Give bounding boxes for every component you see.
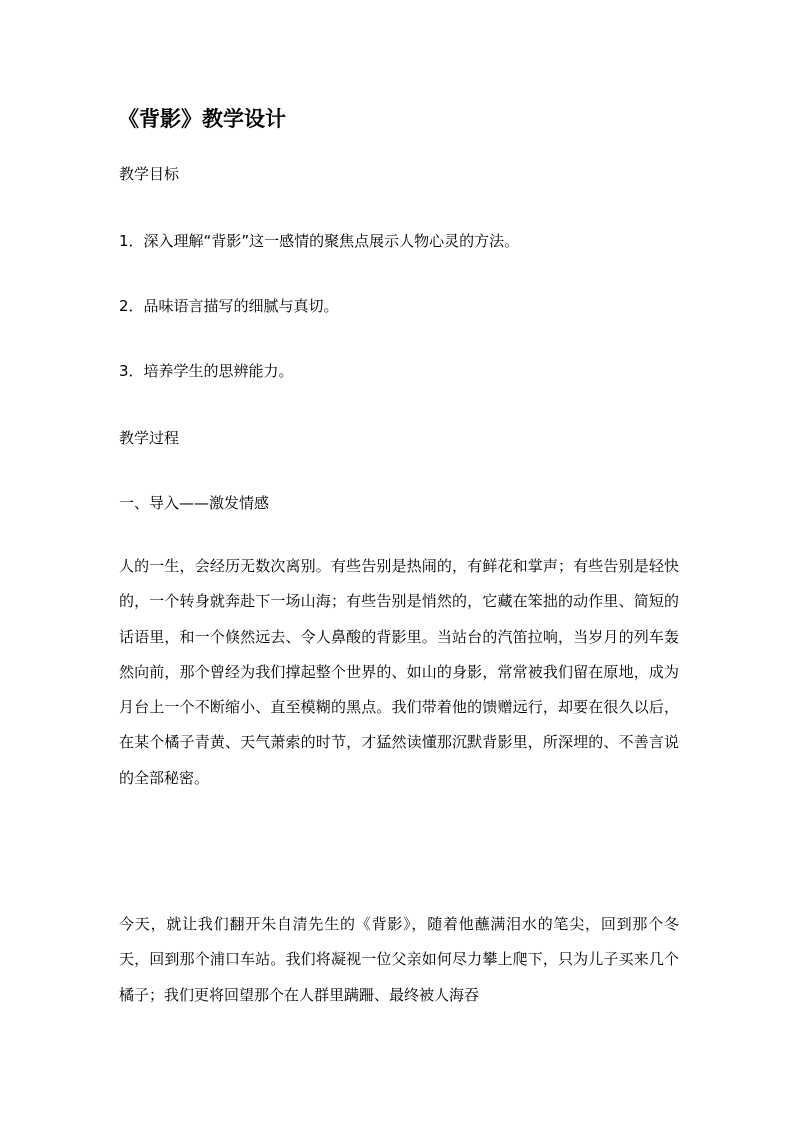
section-heading-goals: 教学目标 bbox=[119, 165, 180, 183]
goal-item-1: 1．深入理解“背影”这一感情的聚焦点展示人物心灵的方法。 bbox=[119, 232, 520, 250]
step-heading-introduction: 一、导入——激发情感 bbox=[119, 494, 270, 512]
section-heading-process: 教学过程 bbox=[119, 429, 180, 447]
body-paragraph-2: 今天，就让我们翻开朱自清先生的《背影》，随着他蘸满泪水的笔尖，回到那个冬天，回到那个浦口车站。我们将凝视一位父亲如何尽力攀上爬下，只为儿子买来几个橘子；我们更将回望那个在人群里蹒跚、最终被人海吞 bbox=[119, 915, 679, 1004]
document-title: 《背影》教学设计 bbox=[118, 107, 286, 131]
goal-item-3: 3．培养学生的思辨能力。 bbox=[119, 362, 294, 380]
body-paragraph-1: 人的一生，会经历无数次离别。有些告别是热闹的，有鲜花和掌声；有些告别是轻快的，一个转身就奔赴下一场山海；有些告别是悄然的，它藏在笨拙的动作里、简短的话语里，和一个倏然远去、令人鼻酸的背影里。当站台的汽笛拉响，当岁月的列车轰然向前，那个曾经为我们撑起整个世界的、如山的身影，常常被我们留在原地，成为月台上一个不断缩小、直至模糊的黑点。我们带着他的馈赠远行，却要在很久以后，在某个橘子青黄、天气萧索的时节，才猛然读懂那沉默背影里，所深埋的、不善言说的全部秘密。 bbox=[119, 557, 679, 787]
goal-item-2: 2．品味语言描写的细腻与真切。 bbox=[119, 297, 339, 315]
